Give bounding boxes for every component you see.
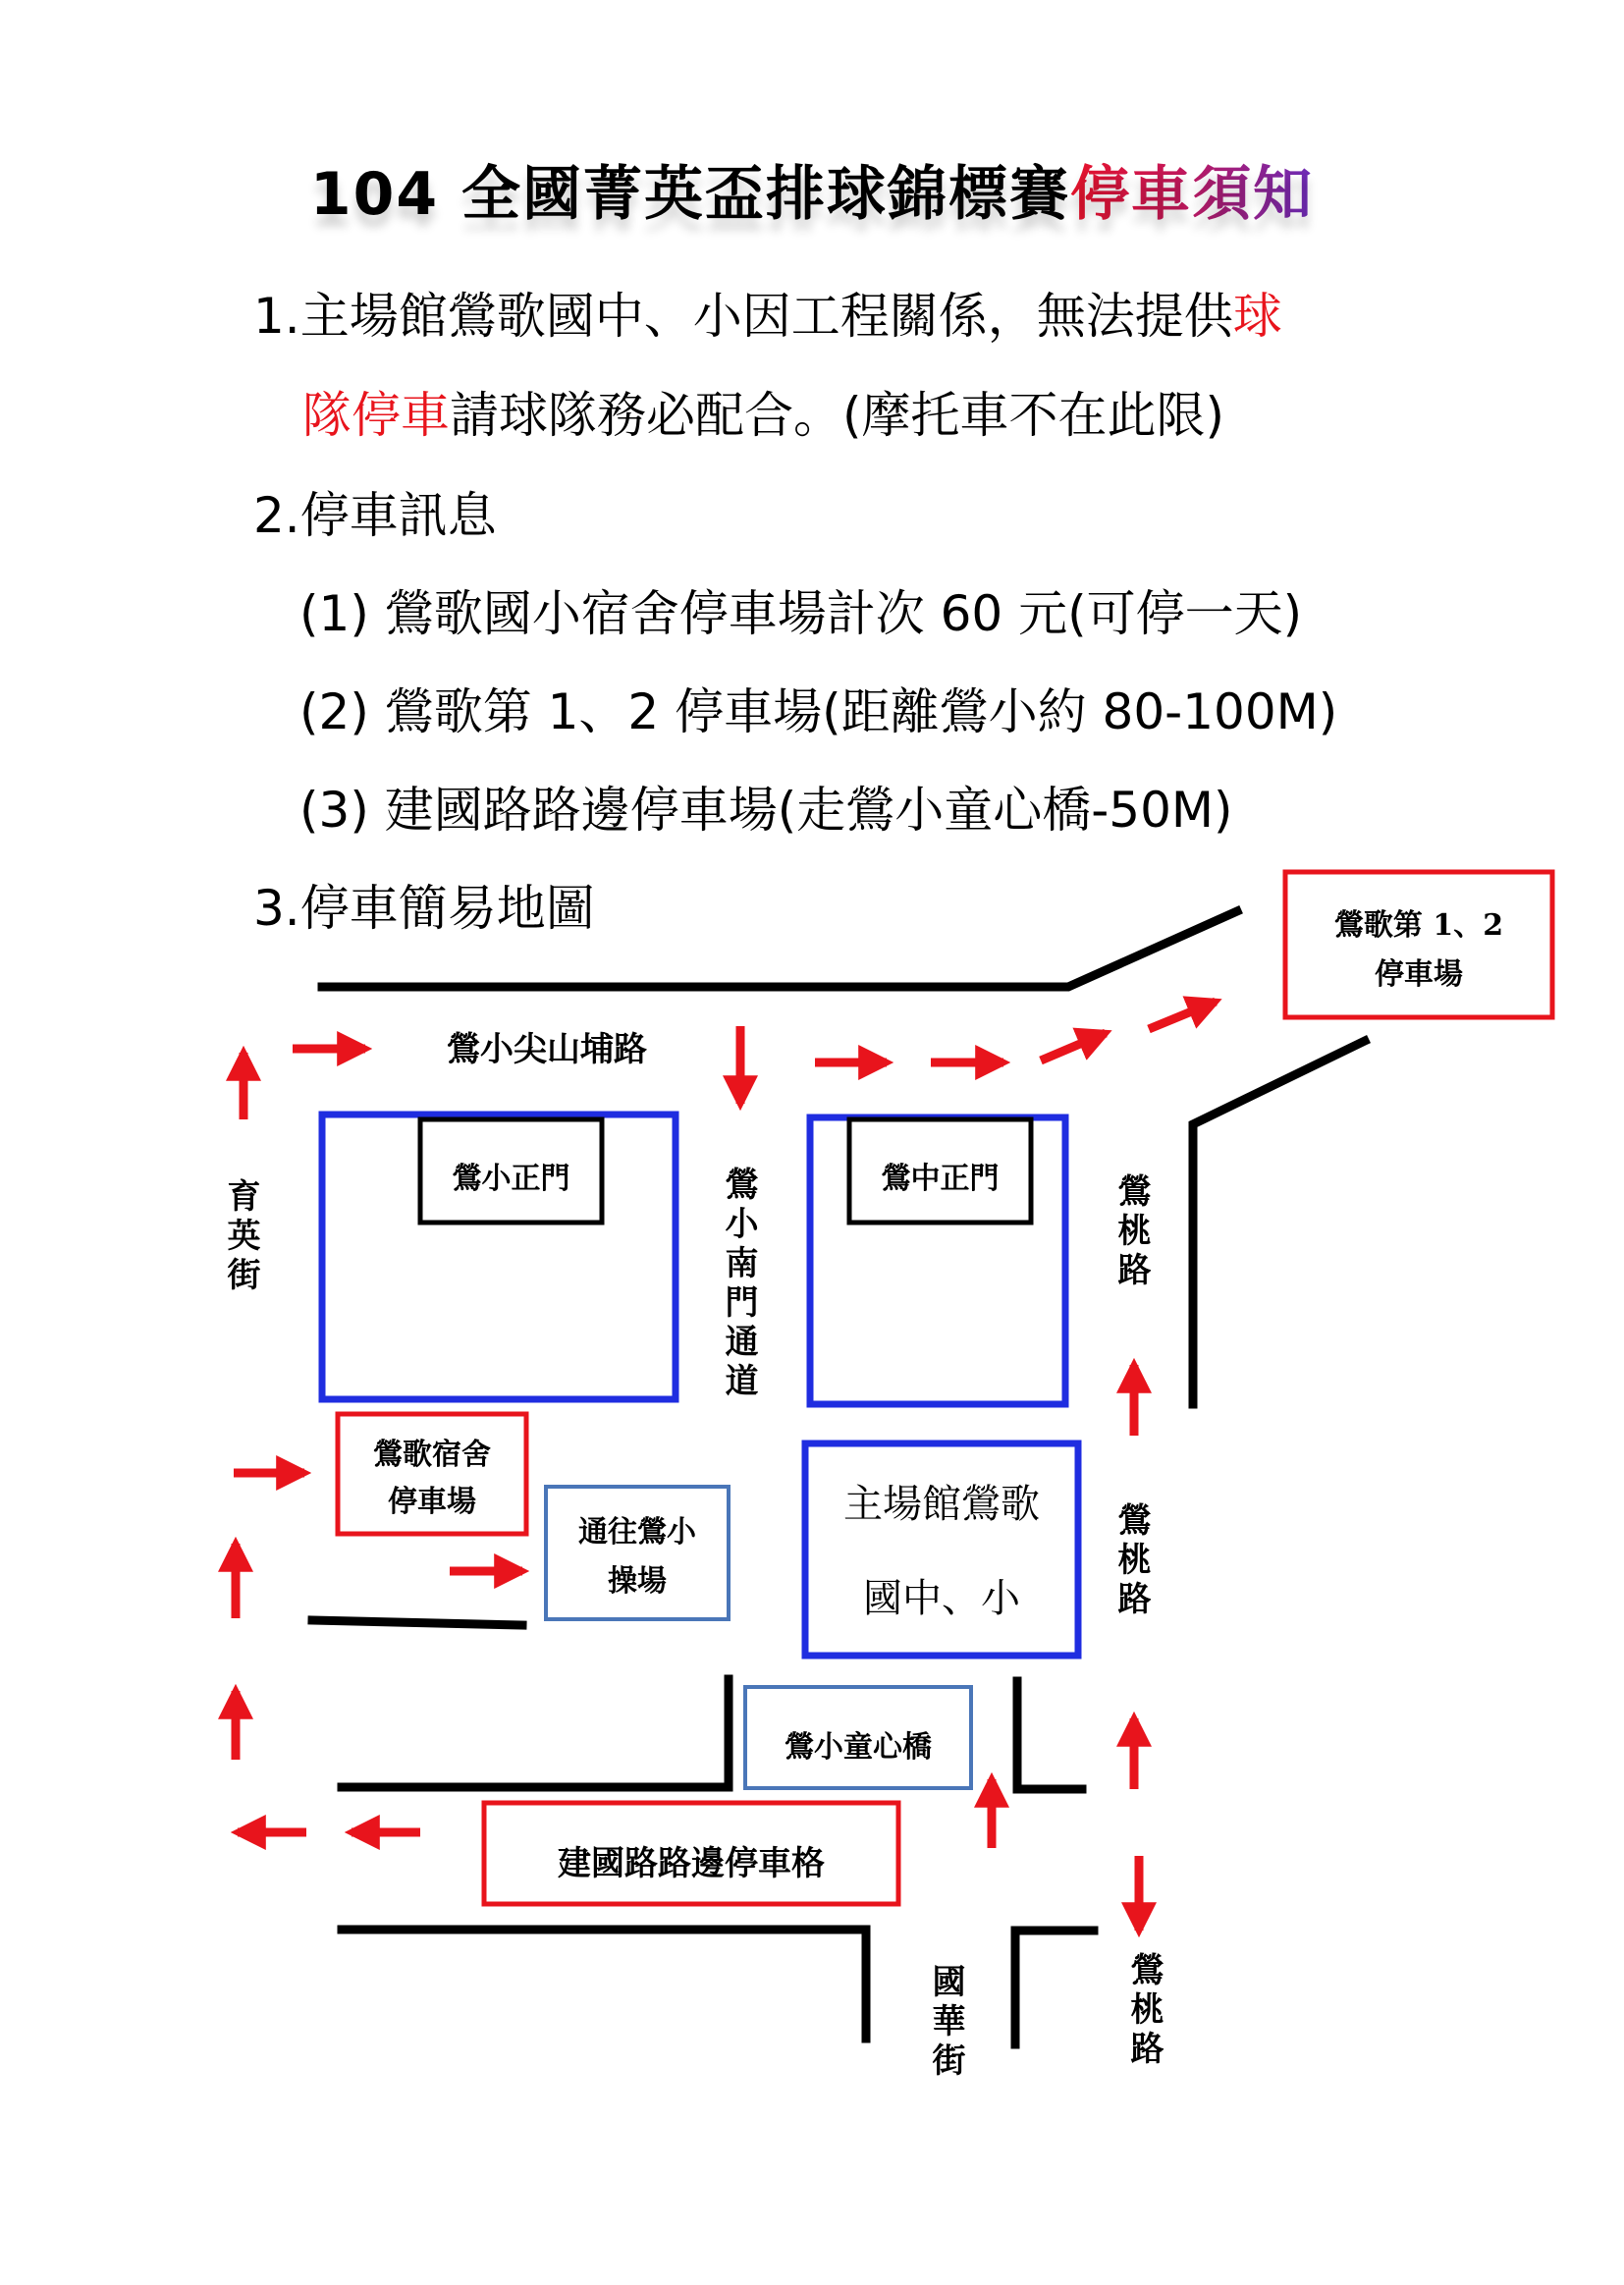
street-bottom-label: 國華街: [926, 1964, 965, 2082]
parking-info-item-3: (3) 建國路路邊停車場(走鶯小童心橋-50M): [299, 782, 1233, 839]
dorm-parking-line1: 鶯歌宿舍: [373, 1438, 491, 1472]
main-venue-line2: 國中、小: [863, 1576, 1020, 1621]
section3-heading: 3.停車簡易地圖: [253, 880, 595, 937]
dorm-parking-label: [338, 1432, 526, 1526]
main-venue-line1: 主場館鶯歌: [843, 1482, 1040, 1527]
section1-line2-red: 隊停車: [302, 387, 450, 444]
junior-gate-label: 鶯中正門: [881, 1162, 1000, 1196]
road-right-label-1: 鶯桃路: [1111, 1173, 1151, 1291]
arrow-diag-top-2: [1149, 1002, 1216, 1029]
section1-line2-text: 請球隊務必配合。(摩托車不在此限): [450, 387, 1225, 444]
title-prefix: 104 全國菁英盃排球錦標賽: [309, 160, 1071, 229]
road-left-mid: [312, 1620, 522, 1625]
arrow-diag-top-1: [1041, 1033, 1106, 1061]
passage-label: 鶯小南門通道: [719, 1167, 758, 1402]
street-left-label: 育英街: [221, 1178, 260, 1296]
road-bottom-left-corner: [342, 1679, 729, 1787]
section2-heading: 2.停車訊息: [253, 487, 497, 544]
parking-1-2-line1: 鶯歌第 1、2: [1333, 908, 1504, 943]
road-lower-left: [342, 1930, 866, 2039]
roadside-parking-label: 建國路路邊停車格: [558, 1844, 825, 1883]
main-venue-label: [805, 1482, 1078, 1621]
parking-1-2-label: [1285, 901, 1552, 1000]
to-field-line2: 操場: [608, 1564, 667, 1599]
to-field-line1: 通往鶯小: [578, 1515, 696, 1550]
dorm-parking-line2: 停車場: [388, 1485, 476, 1519]
section1-line1-text: 1.主場館鶯歌國中、小因工程關係，無法提供: [253, 288, 1233, 345]
road-bottom-right-corner: [1017, 1681, 1082, 1789]
parking-info-item-2: (2) 鶯歌第 1、2 停車場(距離鶯小約 80-100M): [299, 683, 1338, 740]
road-right-label-2: 鶯桃路: [1111, 1502, 1151, 1620]
parking-1-2-line2: 停車場: [1375, 957, 1463, 992]
parking-info-item-1: (1) 鶯歌國小宿舍停車場計次 60 元(可停一天): [299, 585, 1303, 642]
section1-line1-red: 球: [1232, 288, 1282, 345]
road-top: [322, 911, 1237, 987]
bridge-label: 鶯小童心橋: [785, 1730, 932, 1765]
road-right-upper: [1193, 1041, 1365, 1404]
road-top-label: 鶯小尖山埔路: [447, 1030, 647, 1069]
primary-gate-label: 鶯小正門: [452, 1162, 570, 1196]
title-highlight: 停車須知: [1070, 160, 1315, 229]
to-field-label: [546, 1508, 729, 1606]
road-right-label-3: 鶯桃路: [1124, 1952, 1164, 2070]
road-lower-right: [1015, 1931, 1094, 2044]
